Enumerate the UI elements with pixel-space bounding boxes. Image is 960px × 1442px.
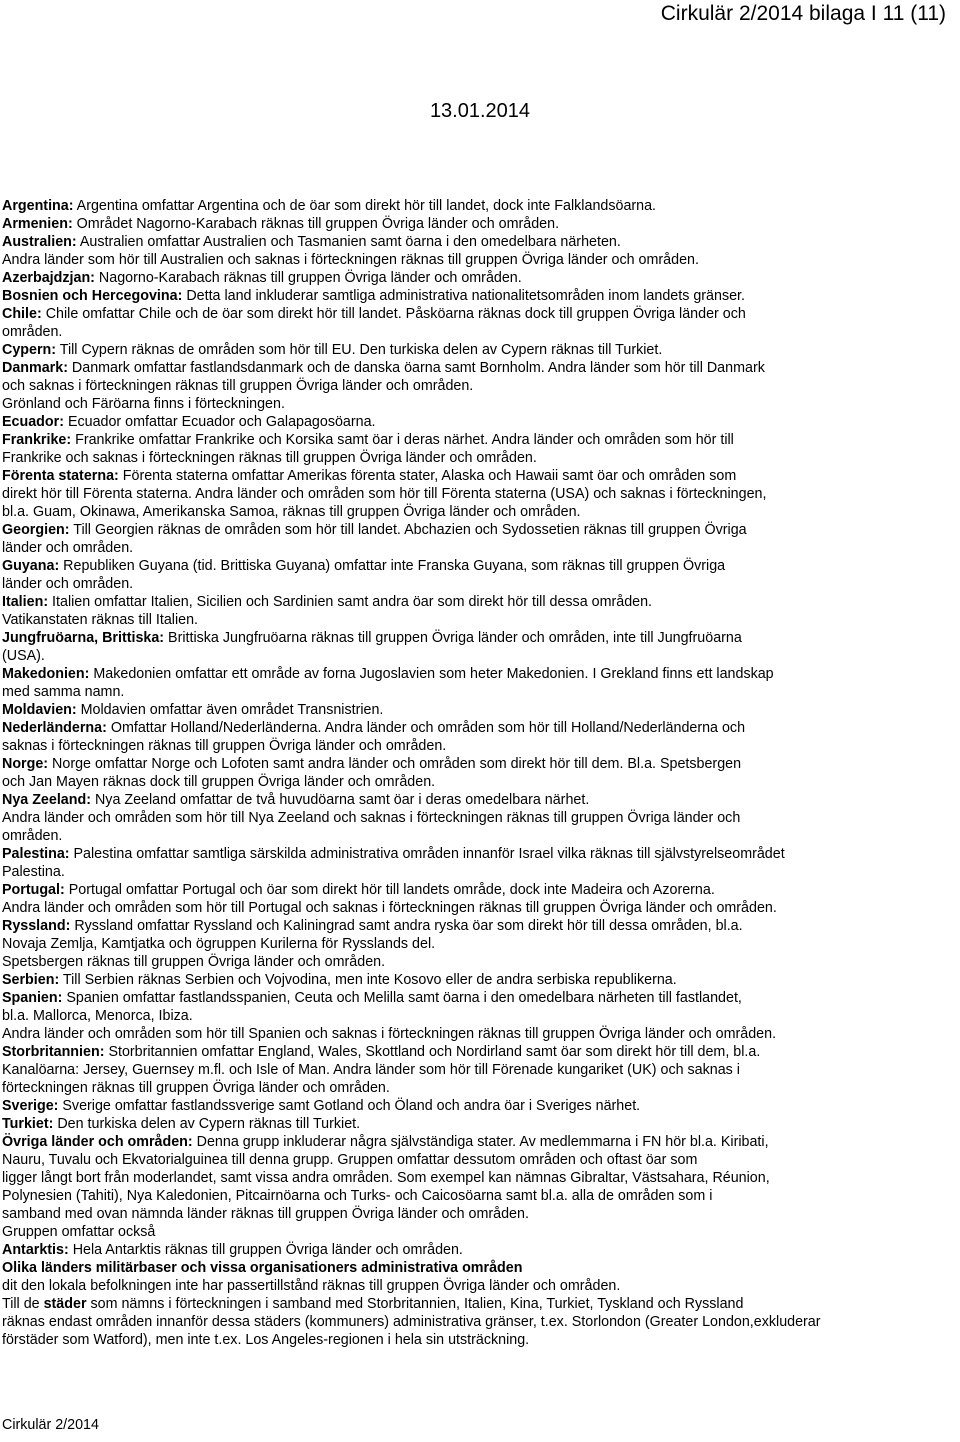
text-run: Nagorno-Karabach räknas till gruppen Övriga länder och områden. [94,270,522,286]
text-line [2,215,952,233]
text-line [2,521,952,539]
text-line [2,755,952,773]
bold-term: Danmark: [2,360,68,376]
bold-term: Förenta staterna: [2,468,119,484]
text-line [2,1097,952,1115]
bold-term: Turkiet: [2,1116,54,1132]
text-line [2,575,952,593]
text-run: Till Georgien räknas de områden som hör till landet. Abchazien och Sydossetien räknas till gruppen Övriga [69,522,747,538]
bold-term: Portugal: [2,882,65,898]
text-run: Ryssland omfattar Ryssland och Kaliningrad samt andra ryska öar som direkt hör till dessa områden, bl.a. [70,918,743,934]
text-run: områden. [2,324,63,340]
text-run: (USA). [2,648,45,664]
text-line [2,557,952,575]
text-line [2,305,952,323]
bold-term: Guyana: [2,558,60,574]
bold-term: Cypern: [2,342,57,358]
text-run: Andra länder som hör till Australien och saknas i förteckningen räknas till gruppen Övriga länder och områden. [2,252,699,268]
text-line [2,1043,952,1061]
text-line [2,323,952,341]
bold-term: Palestina: [2,846,70,862]
text-run: Spanien omfattar fastlandsspanien, Ceuta och Melilla samt öarna i den omedelbara närheten till fastlandet, [62,990,742,1006]
text-run: Omfattar Holland/Nederländerna. Andra länder och områden som hör till Holland/Nederländerna och [106,720,746,736]
text-line [2,251,952,269]
page-number: 11 (11) [882,2,946,25]
text-line [2,233,952,251]
text-run: Till Cypern räknas de områden som hör till EU. Den turkiska delen av Cypern räknas till Turkiet. [56,342,663,358]
text-line [2,1241,952,1259]
text-run: Novaja Zemlja, Kamtjatka och ögruppen Kurilerna för Rysslands del. [2,936,436,952]
bold-term: Georgien: [2,522,70,538]
text-run: Frankrike omfattar Frankrike och Korsika samt öar i deras närhet. Andra länder och områden som hör till [71,432,734,448]
text-line [2,953,952,971]
text-run: Republiken Guyana (tid. Brittiska Guyana) omfattar inte Franska Guyana, som räknas till gruppen Övriga [59,558,726,574]
bold-term: Antarktis: [2,1242,69,1258]
text-run: Palestina omfattar samtliga särskilda administrativa områden innanför Israel vilka räknas till självstyrelseområdet [69,846,785,862]
document-body [2,197,952,1349]
text-run: Förenta staterna omfattar Amerikas förenta stater, Alaska och Hawaii samt öar och områden som [118,468,737,484]
text-line [2,773,952,791]
bold-term: Jungfruöarna, Brittiska: [2,630,165,646]
bold-term: Storbritannien: [2,1044,105,1060]
text-run: Andra länder och områden som hör till Spanien och saknas i förteckningen räknas till gruppen Övriga länder och områden. [2,1026,777,1042]
text-run: Portugal omfattar Portugal och öar som direkt hör till landets område, dock inte Madeira och Azorerna. [64,882,715,898]
text-line [2,809,952,827]
bold-term: Chile: [2,306,42,322]
text-line [2,845,952,863]
text-run: Italien omfattar Italien, Sicilien och Sardinien samt andra öar som direkt hör till dessa områden. [48,594,653,610]
text-line [2,1259,952,1277]
text-run: Till Serbien räknas Serbien och Vojvodina, men inte Kosovo eller de andra serbiska republikerna. [59,972,677,988]
text-line [2,827,952,845]
bold-term: Övriga länder och områden: [2,1134,193,1150]
text-line [2,1313,952,1331]
text-run: områden. [2,828,63,844]
text-line [2,989,952,1007]
text-run: Chile omfattar Chile och de öar som direkt hör till landet. Påsköarna räknas dock till gruppen Övriga länder och [41,306,746,322]
text-run: direkt hör till Förenta staterna. Andra länder och områden som hör till Förenta staterna (USA) och saknas i förteckningen, [2,486,767,502]
text-run: Nauru, Tuvalu och Ekvatorialguinea till denna grupp. Gruppen omfattar dessutom områden och oftast öar som [2,1152,698,1168]
text-line [2,395,952,413]
bold-term: Serbien: [2,972,60,988]
text-line [2,647,952,665]
bold-term: Nya Zeeland: [2,792,91,808]
bold-term: Ecuador: [2,414,64,430]
text-run: Till de [2,1296,44,1312]
text-line [2,1169,952,1187]
bold-term: Frankrike: [2,432,72,448]
text-run: Frankrike och saknas i förteckningen räknas till gruppen Övriga länder och områden. [2,450,537,466]
text-line [2,449,952,467]
text-line [2,971,952,989]
text-run: som nämns i förteckningen i samband med Storbritannien, Italien, Kina, Turkiet, Tyskland och Ryssland [86,1296,744,1312]
text-run: Kanalöarna: Jersey, Guernsey m.fl. och Isle of Man. Andra länder som hör till Förenade kungariket (UK) och saknas i [2,1062,740,1078]
bold-term: Sverige: [2,1098,59,1114]
text-line [2,593,952,611]
text-line [2,485,952,503]
text-run: Grönland och Färöarna finns i förteckningen. [2,396,285,412]
text-run: bl.a. Mallorca, Menorca, Ibiza. [2,1008,193,1024]
text-run: Polynesien (Tahiti), Nya Kaledonien, Pitcairnöarna och Turks- och Caicosöarna samt bl.a. alla de områden som i [2,1188,713,1204]
text-run: Sverige omfattar fastlandssverige samt Gotland och Öland och andra öar i Sveriges närhet. [58,1098,641,1114]
text-line [2,683,952,701]
bold-term: Australien: [2,234,77,250]
text-line [2,1115,952,1133]
text-line [2,899,952,917]
bold-term: Nederländerna: [2,720,107,736]
text-line [2,1151,952,1169]
text-run: Hela Antarktis räknas till gruppen Övriga länder och områden. [68,1242,463,1258]
text-run: Makedonien omfattar ett område av forna Jugoslavien som heter Makedonien. I Grekland finns ett landskap [89,666,774,682]
text-line [2,197,952,215]
text-line [2,269,952,287]
text-run: Spetsbergen räknas till gruppen Övriga länder och områden. [2,954,386,970]
text-line [2,377,952,395]
text-run: med samma namn. [2,684,125,700]
bold-term: Norge: [2,756,49,772]
text-line [2,863,952,881]
text-line [2,917,952,935]
text-run: och saknas i förteckningen räknas till gruppen Övriga länder och områden. [2,378,474,394]
text-run: saknas i förteckningen räknas till gruppen Övriga länder och områden. [2,738,447,754]
text-line [2,1205,952,1223]
document-header [661,2,946,26]
text-run: bl.a. Guam, Okinawa, Amerikanska Samoa, räknas till gruppen Övriga länder och områden. [2,504,581,520]
bold-term: Italien: [2,594,49,610]
document-title: Cirkulär 2/2014 bilaga I [660,2,877,25]
text-line [2,1025,952,1043]
text-run: Ecuador omfattar Ecuador och Galapagosöarna. [63,414,376,430]
text-run: Den turkiska delen av Cypern räknas till Turkiet. [53,1116,361,1132]
text-run: Området Nagorno-Karabach räknas till gruppen Övriga länder och områden. [72,216,560,232]
text-line [2,1079,952,1097]
bold-term: Olika länders militärbaser och vissa organisationers administrativa områden [2,1260,523,1276]
text-run: förstäder som Watford), men inte t.ex. Los Angeles-regionen i hela sin utsträckning. [2,1332,530,1348]
bold-term: Spanien: [2,990,63,1006]
text-line [2,701,952,719]
text-run: Palestina. [2,864,65,880]
text-line [2,467,952,485]
bold-term: Azerbajdzjan: [2,270,95,286]
text-line [2,1331,952,1349]
text-line [2,341,952,359]
document-date: 13.01.2014 [429,100,531,122]
text-line [2,737,952,755]
text-run: samband med ovan nämnda länder räknas till gruppen Övriga länder och områden. [2,1206,529,1222]
text-run: räknas endast områden innanför dessa städers (kommuners) administrativa gränser, t.ex. Storlondon (Greater London,exkluderar [2,1314,821,1330]
text-run: Brittiska Jungfruöarna räknas till gruppen Övriga länder och områden, inte till Jungfruöarna [164,630,742,646]
text-line [2,539,952,557]
text-line [2,629,952,647]
bold-term: Bosnien och Hercegovina: [2,288,183,304]
bold-term: Moldavien: [2,702,77,718]
bold-term: Ryssland: [2,918,71,934]
bold-term: städer [43,1296,87,1312]
text-run: Storbritannien omfattar England, Wales, Skottland och Nordirland samt öar som direkt hör till dem, bl.a. [104,1044,761,1060]
text-run: Vatikanstaten räknas till Italien. [2,612,199,628]
bold-term: Armenien: [2,216,73,232]
text-run: Danmark omfattar fastlandsdanmark och de danska öarna samt Bornholm. Andra länder som hör till Danmark [67,360,765,376]
text-line [2,1295,952,1313]
text-line [2,1061,952,1079]
text-run: Detta land inkluderar samtliga administrativa nationalitetsområden inom landets gränser. [182,288,745,304]
text-line [2,503,952,521]
text-run: Gruppen omfattar också [2,1224,156,1240]
footer-label: Cirkulär 2/2014 [2,1417,99,1433]
text-run: Norge omfattar Norge och Lofoten samt andra länder och områden som direkt hör till dem. Bl.a. Spetsbergen [48,756,742,772]
text-run: ligger långt bort från moderlandet, samt vissa andra områden. Som exempel kan nämnas Gibraltar, Västsahara, Réunion, [2,1170,770,1186]
text-run: Andra länder och områden som hör till Nya Zeeland och saknas i förteckningen räknas till gruppen Övriga länder och [2,810,741,826]
text-run: Denna grupp inkluderar några självständiga stater. Av medlemmarna i FN hör bl.a. Kiribati, [192,1134,769,1150]
text-line [2,791,952,809]
text-run: Nya Zeeland omfattar de två huvudöarna samt öar i deras omedelbara närhet. [91,792,590,808]
text-line [2,431,952,449]
text-line [2,1007,952,1025]
text-line [2,1223,952,1241]
text-line [2,1187,952,1205]
text-run: länder och områden. [2,540,134,556]
text-run: förteckningen räknas till gruppen Övriga länder och områden. [2,1080,390,1096]
bold-term: Makedonien: [2,666,90,682]
text-line [2,413,952,431]
text-line [2,665,952,683]
text-line [2,1277,952,1295]
text-run: dit den lokala befolkningen inte har passertillstånd räknas till gruppen Övriga länder och områden. [2,1278,621,1294]
text-run: Argentina omfattar Argentina och de öar som direkt hör till landet, dock inte Falklandsöarna. [73,198,657,214]
text-line [2,1133,952,1151]
text-line [2,611,952,629]
text-line [2,881,952,899]
text-run: Australien omfattar Australien och Tasmanien samt öarna i den omedelbara närheten. [76,234,621,250]
text-run: Moldavien omfattar även området Transnistrien. [76,702,384,718]
text-line [2,359,952,377]
text-run: länder och områden. [2,576,134,592]
text-line [2,935,952,953]
text-line [2,287,952,305]
bold-term: Argentina: [2,198,74,214]
text-run: Andra länder och områden som hör till Portugal och saknas i förteckningen räknas till gruppen Övriga länder och områden. [2,900,777,916]
text-line [2,719,952,737]
text-run: och Jan Mayen räknas dock till gruppen Övriga länder och områden. [2,774,436,790]
